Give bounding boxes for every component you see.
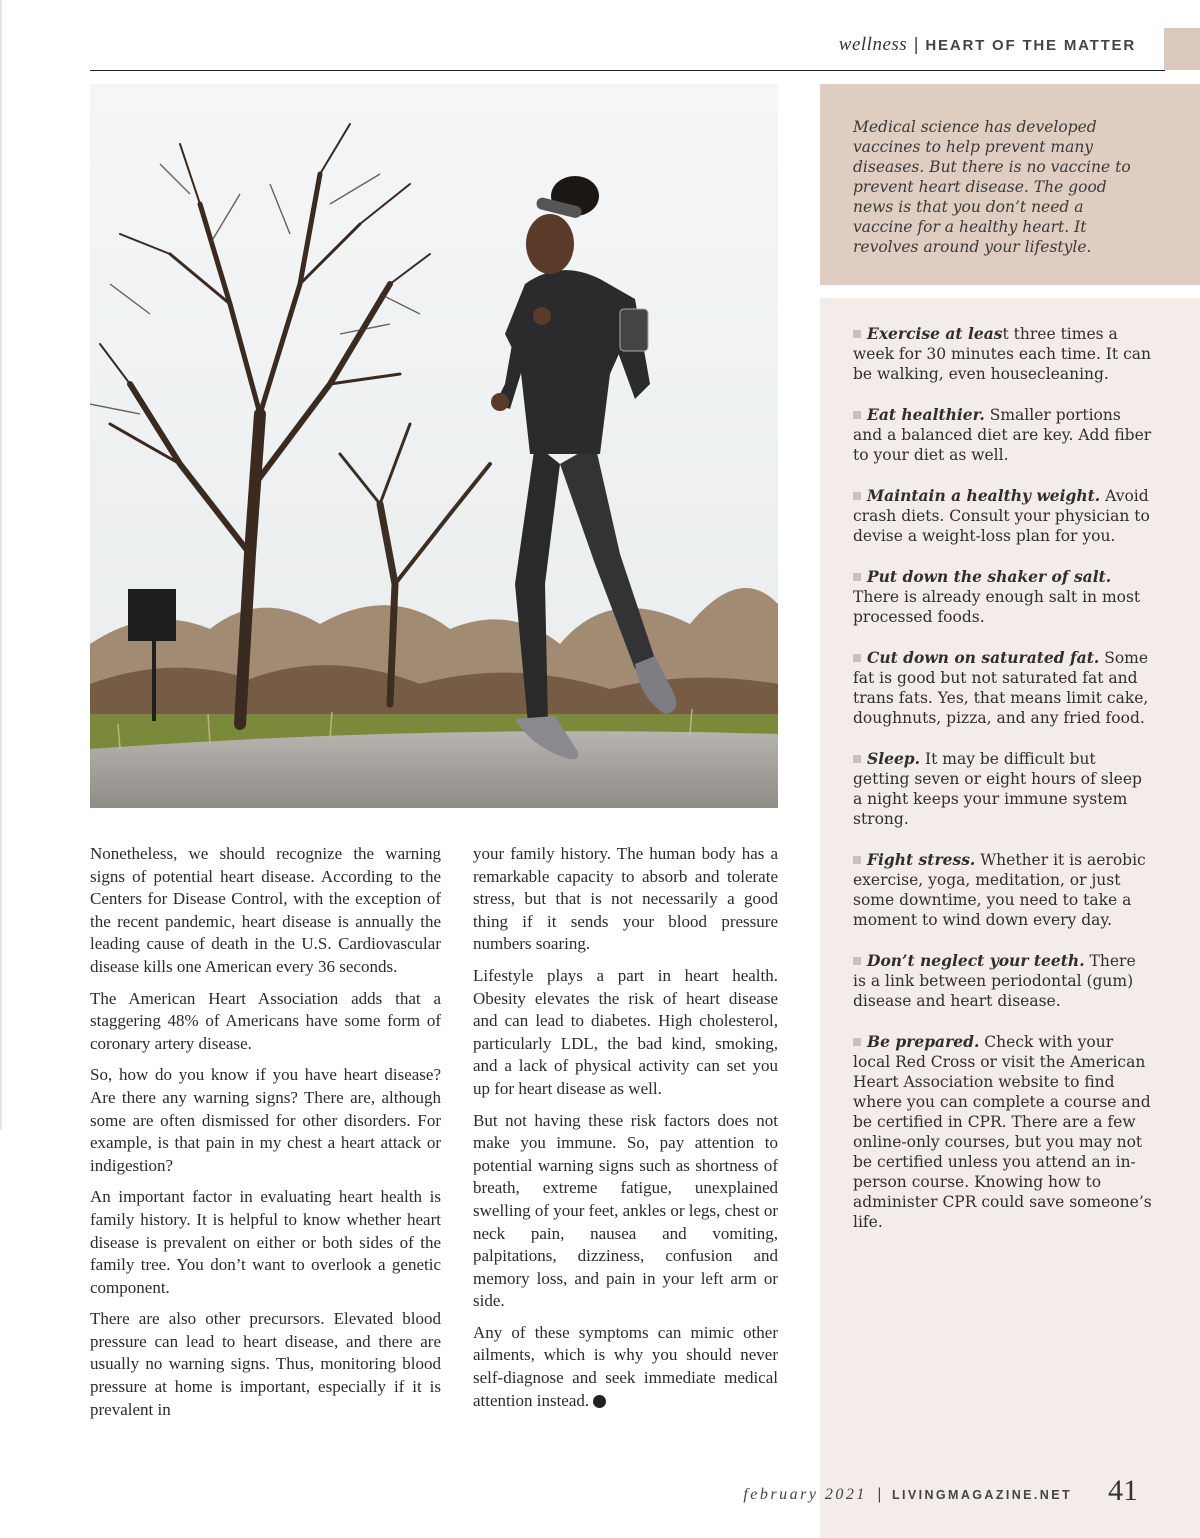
square-bullet-icon bbox=[853, 1038, 861, 1046]
tip-lead: Don’t neglect your teeth. bbox=[867, 951, 1085, 970]
tip-text: Check with your local Red Cross or visit the American Heart Association website to find where you can complete a course and be certified in CPR. There are a few online-only courses, but you may not be certified unless you attend an in-person course. Knowing how to administer CPR could save someone’s life. bbox=[853, 1033, 1152, 1231]
tip-text: Avoid crash diets. Consult your physician to devise a weight-loss plan for you. bbox=[853, 487, 1150, 545]
square-bullet-icon bbox=[853, 957, 861, 965]
header-separator: | bbox=[913, 35, 920, 55]
header-color-tab bbox=[1164, 28, 1200, 70]
article-column-2 bbox=[473, 843, 778, 1421]
tip-lead: Exercise at leas bbox=[867, 324, 1003, 343]
footer-separator: | bbox=[876, 1485, 882, 1503]
paragraph: Lifestyle plays a part in heart health. Obesity elevates the risk of heart disease and can lead to diabetes. High cholesterol, particularly LDL, the bad kind, smoking, and a lack of physical activity can set you up for heart disease as well. bbox=[473, 965, 778, 1098]
section-label: wellness bbox=[838, 34, 908, 55]
tip-item bbox=[853, 850, 1153, 930]
tip-item bbox=[853, 648, 1153, 728]
paragraph: An important factor in evaluating heart health is family history. It is helpful to know whether heart disease is prevalent on either or both sides of the family tree. You don’t want to overlook a genetic component. bbox=[90, 1187, 441, 1297]
tips-list bbox=[853, 324, 1153, 1253]
square-bullet-icon bbox=[853, 330, 861, 338]
series-title: HEART OF THE MATTER bbox=[925, 37, 1136, 54]
intro-callout-text: Medical science has developed vaccines to help prevent many diseases. But there is no vaccine to prevent heart disease. The good news is that you don’t need a vaccine for a healthy heart. It revolves around your lifestyle. bbox=[853, 118, 1131, 256]
paragraph-text: Any of these symptoms can mimic other ailments, which is why you should never self-diagnose and seek immediate medical attention instead. bbox=[473, 1322, 778, 1410]
site-url: LIVINGMAGAZINE.NET bbox=[891, 1488, 1072, 1502]
paragraph: But not having these risk factors does not make you immune. So, pay attention to potential warning signs such as shortness of breath, extreme fatigue, unexplained swelling of your feet, ankles or legs, chest or neck pain, nausea and vomiting, palpitations, dizziness, confusion and memory loss, and pain in your left arm or side. bbox=[473, 1110, 778, 1311]
tip-item bbox=[853, 405, 1153, 465]
page-footer bbox=[743, 1485, 1072, 1504]
tip-lead: Fight stress. bbox=[867, 850, 976, 869]
tip-text: Smaller portions and a balanced diet are key. Add fiber to your diet as well. bbox=[853, 406, 1152, 464]
tip-lead: Eat healthier. bbox=[867, 405, 985, 424]
tip-item bbox=[853, 486, 1153, 546]
jogger-photo-illustration bbox=[90, 84, 778, 808]
tip-text: There is a link between periodontal (gum) disease and heart disease. bbox=[853, 952, 1136, 1010]
tip-lead: Cut down on saturated fat. bbox=[867, 648, 1100, 667]
square-bullet-icon bbox=[853, 856, 861, 864]
tip-lead: Be prepared. bbox=[867, 1032, 980, 1051]
end-of-story-icon bbox=[593, 1395, 606, 1408]
running-header bbox=[839, 34, 1136, 56]
tip-text: Some fat is good but not saturated fat and trans fats. Yes, that means limit cake, doughnuts, pizza, and any fried food. bbox=[853, 649, 1149, 727]
square-bullet-icon bbox=[853, 654, 861, 662]
header-rule bbox=[90, 70, 1165, 71]
tip-item bbox=[853, 951, 1153, 1011]
paragraph: So, how do you know if you have heart disease? Are there any warning signs? There are, although some are often dismissed for other disorders. For example, is that pain in my chest a heart attack or indigestion? bbox=[90, 1065, 441, 1175]
square-bullet-icon bbox=[853, 573, 861, 581]
tip-lead: Maintain a healthy weight. bbox=[867, 486, 1101, 505]
tip-text: t three times a week for 30 minutes each time. It can be walking, even housecleaning. bbox=[853, 325, 1151, 383]
paragraph-last bbox=[473, 1322, 778, 1412]
tip-text: It may be difficult but getting seven or eight hours of sleep a night keeps your immune system strong. bbox=[853, 750, 1142, 828]
paragraph: Nonetheless, we should recognize the warning signs of potential heart disease. According to the Centers for Disease Control, with the exception of the recent pandemic, heart disease is annually the leading cause of death in the U.S. Cardiovascular disease kills one American every 36 seconds. bbox=[90, 844, 441, 976]
paragraph: There are also other precursors. Elevated blood pressure can lead to heart disease, and there are usually no warning signs. Thus, monitoring blood pressure at home is important, especially if it is prevalent in bbox=[90, 1309, 441, 1419]
page-number: 41 bbox=[1108, 1474, 1138, 1507]
tip-item bbox=[853, 749, 1153, 829]
article-column-1 bbox=[90, 843, 441, 1430]
issue-date: february 2021 bbox=[743, 1486, 867, 1503]
tip-lead: Sleep. bbox=[867, 749, 921, 768]
tip-item bbox=[853, 1032, 1153, 1232]
paragraph: The American Heart Association adds that a staggering 48% of Americans have some form of coronary artery disease. bbox=[90, 988, 441, 1053]
square-bullet-icon bbox=[853, 492, 861, 500]
tip-text: Whether it is aerobic exercise, yoga, meditation, or just some downtime, you need to take a moment to wind down every day. bbox=[853, 851, 1146, 929]
square-bullet-icon bbox=[853, 411, 861, 419]
tip-lead: Put down the shaker of salt. bbox=[867, 567, 1112, 586]
paragraph: your family history. The human body has a remarkable capacity to absorb and tolerate stress, but that is not necessarily a good thing if it sends your blood pressure numbers soaring. bbox=[473, 844, 778, 954]
article-photo bbox=[90, 84, 778, 808]
square-bullet-icon bbox=[853, 755, 861, 763]
page-edge-line bbox=[0, 0, 2, 1130]
tip-item bbox=[853, 567, 1153, 627]
tip-text: There is already enough salt in most processed foods. bbox=[853, 588, 1141, 626]
tip-item bbox=[853, 324, 1153, 384]
